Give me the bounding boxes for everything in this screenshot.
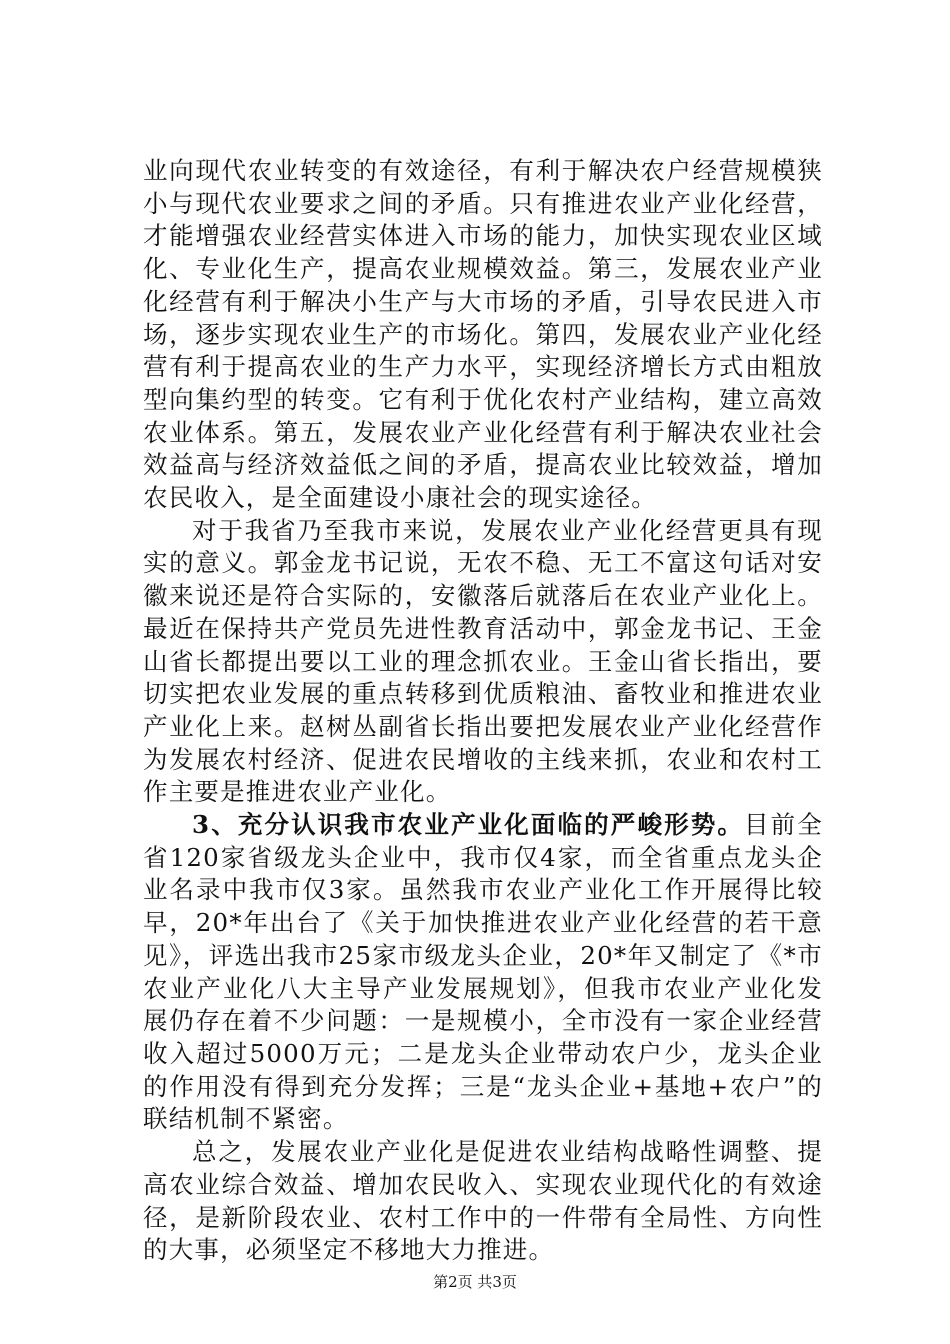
- paragraph-province-significance: 对于我省乃至我市来说，发展农业产业化经营更具有现实的意义。郭金龙书记说，无农不稳、无工不富这句话对安徽来说还是符合实际的，安徽落后就落后在农业产业化上。最近在保持共产党员先进性教育活动中，郭金龙书记、王金山省长都提出要以工业的理念抓农业。王金山省长指出，要切实把农业发展的重点转移到优质粮油、畜牧业和推进农业产业化上来。赵树丛副省长指出要把发展农业产业化经营作为发展农村经济、促进农民增收的主线来抓，农业和农村工作主要是推进农业产业化。: [143, 515, 823, 807]
- section-body: 目前全省120家省级龙头企业中，我市仅4家，而全省重点龙头企业名录中我市仅3家。虽然我市农业产业化工作开展得比较早，20*年出台了《关于加快推进农业产业化经营的若干意见》，评选出我市25家市级龙头企业，20*年又制定了《*市农业产业化八大主导产业发展规划》，但我市农业产业化发展仍存在着不少问题：一是规模小，全市没有一家企业经营收入超过5000万元；二是龙头企业带动农户少，龙头企业的作用没有得到充分发挥；三是“龙头企业+基地+农户”的联结机制不紧密。: [143, 810, 823, 1134]
- document-body: [143, 155, 823, 1267]
- page-number: 第2页 共3页: [433, 1273, 517, 1291]
- paragraph-section-3: [143, 809, 823, 1136]
- paragraph-continuation: 业向现代农业转变的有效途径，有利于解决农户经营规模狭小与现代农业要求之间的矛盾。只有推进农业产业化经营，才能增强农业经营实体进入市场的能力，加快实现农业区域化、专业化生产，提高农业规模效益。第三，发展农业产业化经营有利于解决小生产与大市场的矛盾，引导农民进入市场，逐步实现农业生产的市场化。第四，发展农业产业化经营有利于提高农业的生产力水平，实现经济增长方式由粗放型向集约型的转变。它有利于优化农村产业结构，建立高效农业体系。第五，发展农业产业化经营有利于解决农业社会效益高与经济效益低之间的矛盾，提高农业比较效益，增加农民收入，是全面建设小康社会的现实途径。: [143, 156, 823, 513]
- page-footer: [0, 1272, 950, 1292]
- section-heading: 3、充分认识我市农业产业化面临的严峻形势。: [192, 810, 745, 840]
- paragraph-conclusion: 总之，发展农业产业化是促进农业结构战略性调整、提高农业综合效益、增加农民收入、实现农业现代化的有效途径，是新阶段农业、农村工作中的一件带有全局性、方向性的大事，必须坚定不移地大力推进。: [143, 1137, 823, 1265]
